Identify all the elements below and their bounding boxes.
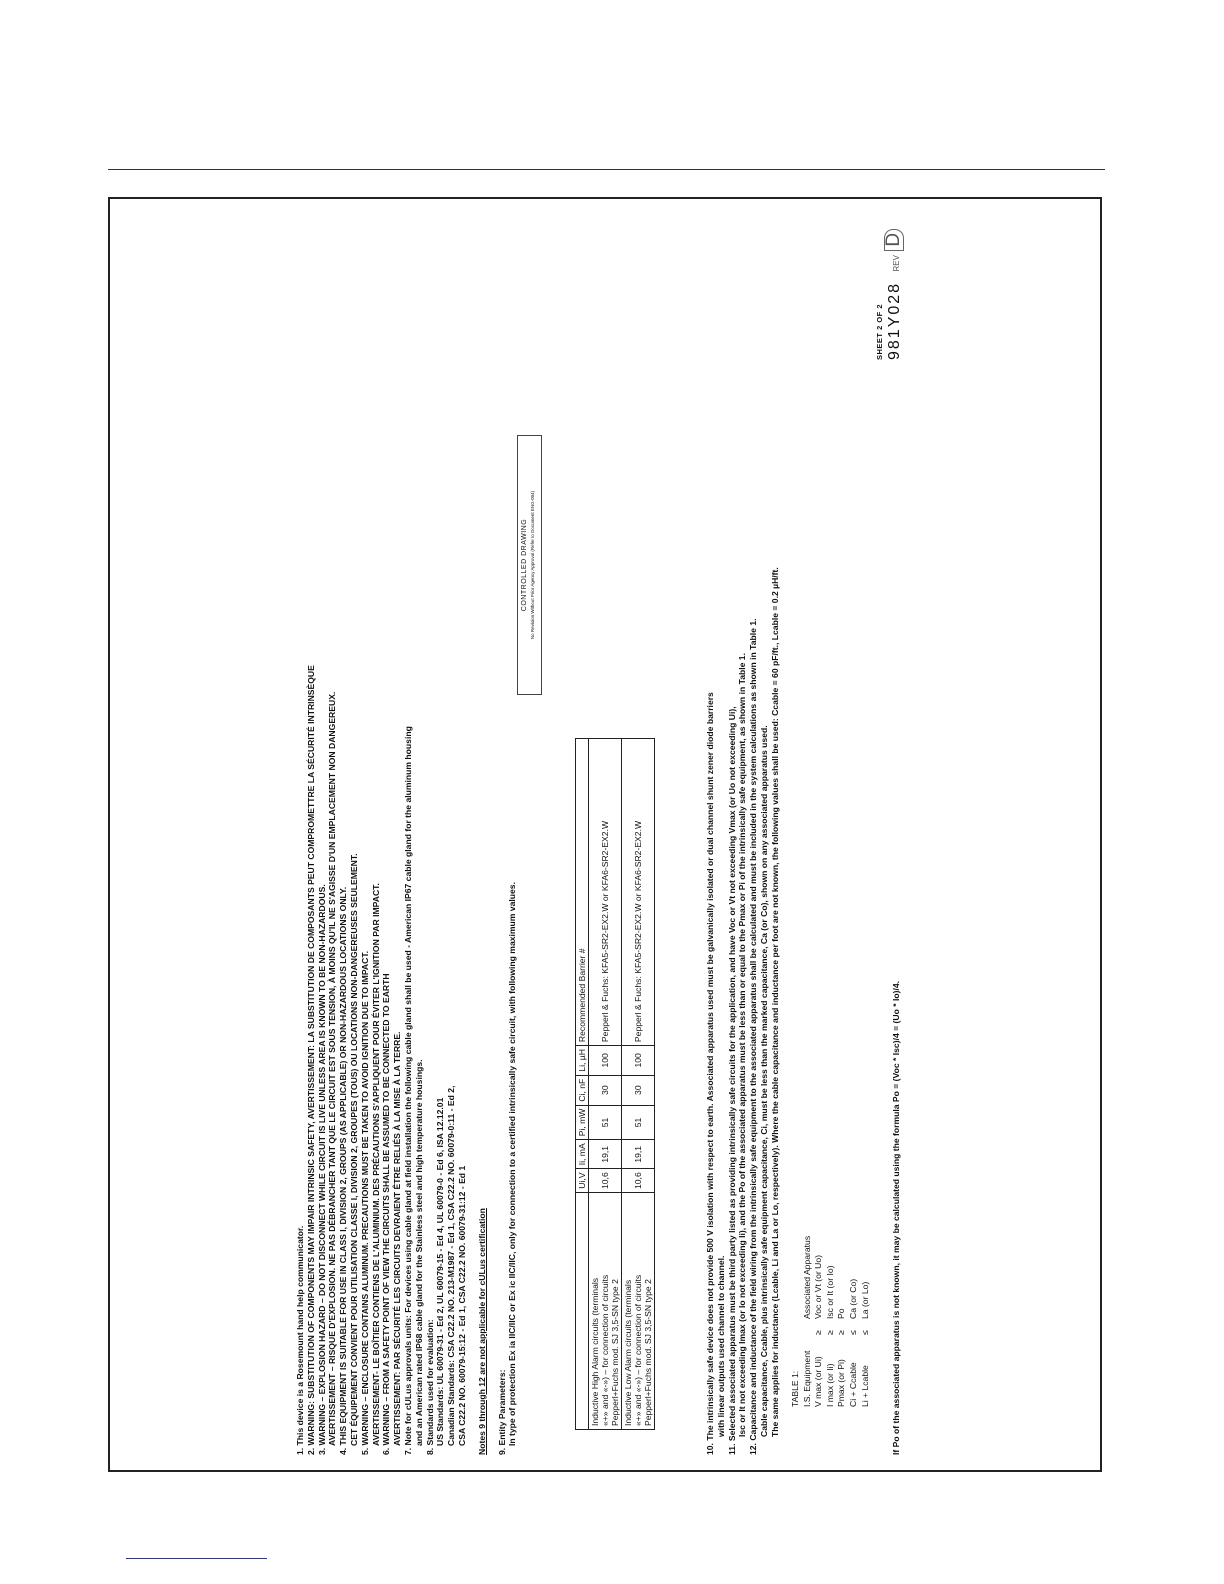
note-2: 2. WARNING: SUBSTITUTION OF COMPONENTS MAY IMPAIR INTRINSIC SAFETY, AVERTISSEMENT: LA SUBSTITUTION DE COMPOSANTS PEUT COMPROMETTRE LA SÉCURITÉ INTRINSÈQUE bbox=[305, 665, 316, 1455]
notes-not-applicable: Notes 9 through 12 are not applicable for cULus certification bbox=[476, 1208, 487, 1455]
table-cell-li: 100 bbox=[622, 1046, 655, 1076]
table-header-cell bbox=[576, 1193, 589, 1430]
note-12: 12. Capacitance and inductance of the field wiring from the intrinsically safe equipment to the associated apparatus shall be calculated and must be included in the system calculations as shown in Table 1. bbox=[748, 618, 759, 1455]
table-1-operator: ≥ bbox=[813, 1330, 824, 1335]
table-cell-pi: 51 bbox=[589, 1105, 622, 1140]
table-1-operator bbox=[802, 1319, 814, 1335]
table-cell-ui: 10,6 bbox=[622, 1169, 655, 1193]
table-1-title: TABLE 1: bbox=[790, 1370, 800, 1407]
desc-line: Pepperl+Fuchs mod. SJ 3,5-SN type 2 bbox=[643, 1279, 653, 1426]
note-12-cont2: The same applies for inductance (Lcable, Li and La or Lo, respectively). Where the cable capacitance and inductance per foot are not known, the following values shall be used: Ccable = 60 pF/ft., Lcable = 0.2 µH/ft. bbox=[769, 567, 780, 1437]
table-header-cell: Ii, mA bbox=[576, 1140, 589, 1169]
note-8: 8. Standards used for evaluation: bbox=[424, 1319, 435, 1455]
note-8-us: US Standards: UL 60079-31 - Ed 2, UL 60079-15 - Ed 4, UL 60079-0 - Ed 6, ISA 12.12.01 bbox=[435, 1097, 446, 1446]
table-cell-description bbox=[589, 1193, 622, 1430]
note-8-ca: Canadian Standards: CSA C22.2 NO. 213-M1987 - Ed 1, CSA C22.2 NO. 60079-0:11 - Ed 2, bbox=[446, 1085, 457, 1446]
controlled-drawing-title: CONTROLLED DRAWING bbox=[521, 518, 528, 612]
note-11-cont: Isc or It not exceeding Imax (or Io not exceeding Ii), and the Po of the associated apparatus must be less than or equal to the Pmax or Pi of the intrinsically safe equipment, as shown in Table 1. bbox=[737, 653, 748, 1437]
desc-line: «+» and «-») – for connection of circuits bbox=[600, 1274, 610, 1426]
table-cell-pi: 51 bbox=[622, 1105, 655, 1140]
note-10-cont: with linear outputs used channel to channel. bbox=[715, 1255, 726, 1437]
note-6: 6. WARNING – FROM A SAFETY POINT OF VIEW THE CIRCUITS SHALL BE ASSUMED TO BE CONNECTED TO EARTH bbox=[381, 973, 392, 1455]
header-rule bbox=[108, 169, 1105, 170]
desc-line: Inductive Low Alarm circuits (terminals bbox=[623, 1279, 633, 1426]
table-1-equipment: I.S. Equipment bbox=[801, 1350, 812, 1407]
table-cell-description bbox=[622, 1193, 655, 1430]
note-7: 7. Note for cULus approvals units: For devices using cable gland at field installation the following cable gland shall be used - American IP67 cable gland for the aluminum housing bbox=[402, 726, 413, 1455]
table-1-operator: ≤ bbox=[847, 1330, 858, 1335]
table-1-row bbox=[825, 1236, 837, 1407]
table-1-apparatus: Isc or It (or Io) bbox=[824, 1265, 835, 1319]
table-1-row bbox=[848, 1236, 860, 1407]
note-1: 1. This device is a Rosemount hand help communicator. bbox=[295, 1225, 305, 1455]
table-cell-ii: 19,1 bbox=[589, 1140, 622, 1169]
table-1-row bbox=[836, 1236, 848, 1407]
note-9-desc: In type of protection Ex ia IIC/IIC or Ex ic IIC/IIC, only for connection to a certified intrinsically safe circuit, with following maximum values. bbox=[507, 882, 518, 1446]
note-7-cont: and an American rated IP68 cable gland for the Stainless steel and high temperature housings. bbox=[413, 1059, 424, 1446]
note-6-fr: AVERTISSEMENT: PAR SÉCURITÉ LES CIRCUITS DEVRAIENT ÊTRE RELIÉS À LA MISE À LA TERRE. bbox=[392, 1031, 403, 1446]
table-1-apparatus: Ca (or Co) bbox=[847, 1278, 858, 1319]
revision-value: D bbox=[884, 229, 904, 251]
controlled-drawing-subtitle: No Revision Without Prior Agency Approval (Refer to Document ENG-004) bbox=[530, 490, 535, 640]
note-4-fr: CET ÉQUIPEMENT CONVIENT POUR UTILISATION CLASSE I, DIVISION 2, GROUPES (TOUS) OU LOCATIONS NON-DANGEREUSES SEULEMENT. bbox=[348, 853, 359, 1446]
po-formula-note: If Po of the associated apparatus is not known, it may be calculated using the formula Po = (Voc * Isc)/4 = (Uo * Io)/4. bbox=[891, 980, 901, 1455]
table-header-row bbox=[576, 739, 589, 1430]
table-1-equipment: V max (or Ui) bbox=[813, 1356, 824, 1407]
table-1-equipment: Pmax (or Pi) bbox=[836, 1359, 847, 1407]
table-cell-ci: 30 bbox=[622, 1075, 655, 1105]
table-header-cell: Ci, nF bbox=[576, 1075, 589, 1105]
table-1-operator: ≥ bbox=[836, 1330, 847, 1335]
table-1-apparatus: La (or Lo) bbox=[859, 1281, 870, 1319]
table-cell-li: 100 bbox=[589, 1046, 622, 1076]
table-1-operator: ≥ bbox=[824, 1330, 835, 1335]
notes-block bbox=[295, 205, 518, 1455]
table-1-apparatus: Po bbox=[836, 1308, 847, 1319]
desc-line: «+» and «-») – for connection of circuits bbox=[633, 1274, 643, 1426]
note-9: 9. Entity Parameters: bbox=[496, 1369, 507, 1455]
table-header-cell: Pi, mW bbox=[576, 1105, 589, 1140]
table-1-equipment: Li + Lcable bbox=[859, 1365, 870, 1407]
table-cell-barrier: Pepperl & Fuchs: KFA5-SR2-EX2.W or KFA6-SR2-EX2.W bbox=[589, 739, 622, 1046]
entity-parameters-table bbox=[575, 738, 655, 1430]
table-header-cell: Ui,V bbox=[576, 1169, 589, 1193]
revision-label: REV bbox=[892, 255, 901, 272]
table-1-apparatus: Associated Apparatus bbox=[801, 1235, 812, 1319]
table-header-cell: Recommended Barrier # bbox=[576, 739, 589, 1046]
table-1-row bbox=[860, 1236, 872, 1407]
table-1-apparatus: Voc or Vt (or Uo) bbox=[813, 1255, 824, 1319]
sheet-number: SHEET 2 OF 2 bbox=[875, 303, 884, 360]
desc-line: Pepperl+Fuchs mod. SJ 3,5-SN type 2 bbox=[610, 1279, 620, 1426]
desc-line: Inductive High Alarm circuits (terminals bbox=[590, 1277, 600, 1426]
table-row bbox=[589, 739, 622, 1430]
document-number: 981Y028 bbox=[886, 281, 903, 360]
table-row bbox=[622, 739, 655, 1430]
note-4: 4. THIS EQUIPMENT IS SUITABLE FOR USE IN CLASS I, DIVISION 2, GROUPS (AS APPLICABLE) OR NON-HAZARDOUS LOCATIONS ONLY. bbox=[338, 886, 349, 1455]
table-1-row bbox=[813, 1236, 825, 1407]
table-cell-ii: 19,1 bbox=[622, 1140, 655, 1169]
title-block bbox=[875, 229, 904, 360]
table-cell-ci: 30 bbox=[589, 1075, 622, 1105]
table-1-equipment: Ci + Ccable bbox=[847, 1362, 858, 1407]
note-3: 3. WARNING – EXPLOSION HAZARD – DO NOT DISCONNECT WHILE CIRCUIT IS LIVE UNLESS AREA IS KNOWN TO BE NON-HAZARDOUS. bbox=[316, 884, 327, 1455]
table-header-cell: Li, µH bbox=[576, 1046, 589, 1076]
table-1 bbox=[790, 1236, 871, 1407]
note-5: 5. WARNING – ENCLOSURE CONTAINS ALUMINUM. PRECAUTIONS MUST BE TAKEN TO AVOID IGNITION DUE TO IMPACT. bbox=[359, 950, 370, 1455]
note-3-fr: AVERTISSEMENT – RISQUE D'EXPLOSION. NE PAS DÉBRANCHER TANT QUE LE CIRCUIT EST SOUS TENSION, À MOINS QU'IL NE S'AGISSE D'UN EMPLACEMENT NON DANGEREUX. bbox=[327, 691, 338, 1446]
note-10: 10. The intrinsically safe device does not provide 500 V isolation with respect to earth. Associated apparatus used must be galvanically isolated or dual channel shunt zener diode barriers bbox=[705, 692, 715, 1455]
table-1-row bbox=[802, 1236, 814, 1407]
table-cell-ui: 10,6 bbox=[589, 1169, 622, 1193]
note-8-ca-cont: CSA C22.2 NO. 60079-15:12 - Ed 1, CSA C22.2 NO. 60079-31:12 - Ed 1 bbox=[456, 1165, 467, 1446]
note-12-cont: Cable capacitance, Ccable, plus intrinsically safe equipment capacitance, Ci, must be less than the marked capacitance, Ca (or Co), shown on any associated apparatus used. bbox=[758, 725, 769, 1437]
note-5-fr: AVERTISSEMENT- LE BOÎTIER CONTIENS DE L'ALUMINIUM. DES PRÉCAUTIONS S'APPLIQUENT POUR ÉVITER L'IGNITION PAR IMPACT. bbox=[370, 883, 381, 1446]
table-1-equipment: I max (or Ii) bbox=[824, 1363, 835, 1407]
table-1-operator: ≤ bbox=[859, 1330, 870, 1335]
controlled-drawing-stamp bbox=[517, 435, 542, 695]
note-11: 11. Selected associated apparatus must be third party listed as providing intrinsically safe circuits for the application, and have Voc or Vt not exceeding Vmax (or Uo not exceeding Ui), bbox=[726, 706, 737, 1455]
table-cell-barrier: Pepperl & Fuchs: KFA5-SR2-EX2.W or KFA6-SR2-EX2.W bbox=[622, 739, 655, 1046]
notes-block-lower bbox=[705, 205, 781, 1455]
footer-link-line bbox=[126, 1558, 267, 1559]
rotated-drawing-sheet bbox=[295, 205, 925, 1455]
